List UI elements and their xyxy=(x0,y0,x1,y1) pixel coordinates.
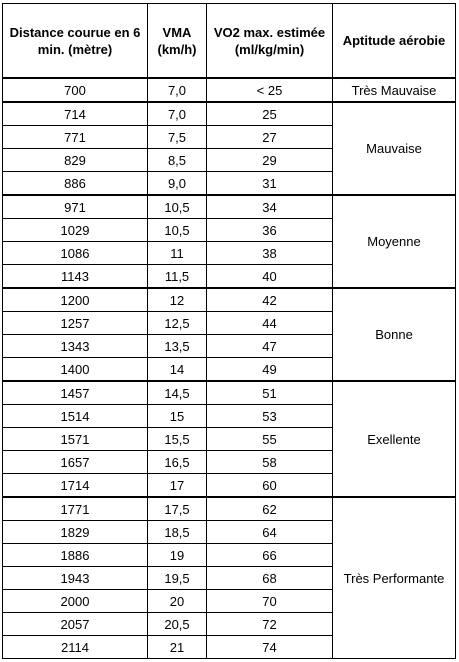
vo2max-cell: 58 xyxy=(207,451,333,474)
distance-cell: 829 xyxy=(3,149,148,172)
vo2max-cell: 60 xyxy=(207,474,333,498)
vo2max-cell: 27 xyxy=(207,126,333,149)
vma-cell: 13,5 xyxy=(148,335,207,358)
vma-cell: 7,5 xyxy=(148,126,207,149)
vo2max-cell: 70 xyxy=(207,590,333,613)
distance-cell: 886 xyxy=(3,172,148,196)
vma-cell: 14,5 xyxy=(148,381,207,405)
vo2max-cell: < 25 xyxy=(207,78,333,102)
aptitude-cell: Très Mauvaise xyxy=(333,78,456,102)
vma-cell: 17 xyxy=(148,474,207,498)
vma-cell: 20,5 xyxy=(148,613,207,636)
vma-cell: 15,5 xyxy=(148,428,207,451)
vo2max-cell: 66 xyxy=(207,544,333,567)
vo2max-cell: 47 xyxy=(207,335,333,358)
header-aptitude: Aptitude aérobie xyxy=(333,4,456,79)
distance-cell: 1886 xyxy=(3,544,148,567)
distance-cell: 1457 xyxy=(3,381,148,405)
distance-cell: 1200 xyxy=(3,288,148,312)
vo2max-cell: 42 xyxy=(207,288,333,312)
aptitude-cell: Mauvaise xyxy=(333,102,456,195)
vma-cell: 7,0 xyxy=(148,102,207,126)
vo2max-cell: 53 xyxy=(207,405,333,428)
aptitude-cell: Bonne xyxy=(333,288,456,381)
distance-cell: 1657 xyxy=(3,451,148,474)
distance-cell: 1771 xyxy=(3,497,148,521)
vo2max-table xyxy=(2,3,456,659)
table-container xyxy=(2,3,456,659)
vo2max-cell: 64 xyxy=(207,521,333,544)
table-header xyxy=(3,4,456,79)
distance-cell: 1571 xyxy=(3,428,148,451)
distance-cell: 2057 xyxy=(3,613,148,636)
vo2max-cell: 72 xyxy=(207,613,333,636)
table-row xyxy=(3,102,456,126)
header-vma: VMA (km/h) xyxy=(148,4,207,79)
distance-cell: 1029 xyxy=(3,219,148,242)
vma-cell: 11 xyxy=(148,242,207,265)
vo2max-cell: 25 xyxy=(207,102,333,126)
vo2max-cell: 29 xyxy=(207,149,333,172)
vma-cell: 12,5 xyxy=(148,312,207,335)
vma-cell: 19 xyxy=(148,544,207,567)
vma-cell: 9,0 xyxy=(148,172,207,196)
vo2max-cell: 55 xyxy=(207,428,333,451)
distance-cell: 1343 xyxy=(3,335,148,358)
table-row xyxy=(3,288,456,312)
vo2max-cell: 49 xyxy=(207,358,333,382)
vma-cell: 11,5 xyxy=(148,265,207,289)
distance-cell: 771 xyxy=(3,126,148,149)
distance-cell: 1086 xyxy=(3,242,148,265)
vma-cell: 16,5 xyxy=(148,451,207,474)
vma-cell: 17,5 xyxy=(148,497,207,521)
distance-cell: 1514 xyxy=(3,405,148,428)
vma-cell: 19,5 xyxy=(148,567,207,590)
vma-cell: 10,5 xyxy=(148,219,207,242)
header-distance: Distance courue en 6 min. (mètre) xyxy=(3,4,148,79)
vo2max-cell: 40 xyxy=(207,265,333,289)
vma-cell: 14 xyxy=(148,358,207,382)
vma-cell: 10,5 xyxy=(148,195,207,219)
vo2max-cell: 51 xyxy=(207,381,333,405)
header-row xyxy=(3,4,456,79)
vo2max-cell: 38 xyxy=(207,242,333,265)
vo2max-cell: 68 xyxy=(207,567,333,590)
distance-cell: 1400 xyxy=(3,358,148,382)
distance-cell: 971 xyxy=(3,195,148,219)
vo2max-cell: 44 xyxy=(207,312,333,335)
header-vo2max: VO2 max. estimée (ml/kg/min) xyxy=(207,4,333,79)
vo2max-cell: 31 xyxy=(207,172,333,196)
distance-cell: 1943 xyxy=(3,567,148,590)
table-row xyxy=(3,497,456,521)
vma-cell: 15 xyxy=(148,405,207,428)
table-row xyxy=(3,381,456,405)
vo2max-cell: 62 xyxy=(207,497,333,521)
table-body xyxy=(3,78,456,659)
vo2max-cell: 74 xyxy=(207,636,333,659)
distance-cell: 1143 xyxy=(3,265,148,289)
table-row xyxy=(3,78,456,102)
vo2max-cell: 36 xyxy=(207,219,333,242)
distance-cell: 2000 xyxy=(3,590,148,613)
distance-cell: 1829 xyxy=(3,521,148,544)
aptitude-cell: Moyenne xyxy=(333,195,456,288)
vma-cell: 7,0 xyxy=(148,78,207,102)
aptitude-cell: Exellente xyxy=(333,381,456,497)
vma-cell: 12 xyxy=(148,288,207,312)
vma-cell: 21 xyxy=(148,636,207,659)
distance-cell: 1714 xyxy=(3,474,148,498)
vma-cell: 8,5 xyxy=(148,149,207,172)
distance-cell: 700 xyxy=(3,78,148,102)
distance-cell: 2114 xyxy=(3,636,148,659)
vo2max-cell: 34 xyxy=(207,195,333,219)
table-row xyxy=(3,195,456,219)
distance-cell: 1257 xyxy=(3,312,148,335)
aptitude-cell: Très Performante xyxy=(333,497,456,659)
vma-cell: 20 xyxy=(148,590,207,613)
vma-cell: 18,5 xyxy=(148,521,207,544)
distance-cell: 714 xyxy=(3,102,148,126)
